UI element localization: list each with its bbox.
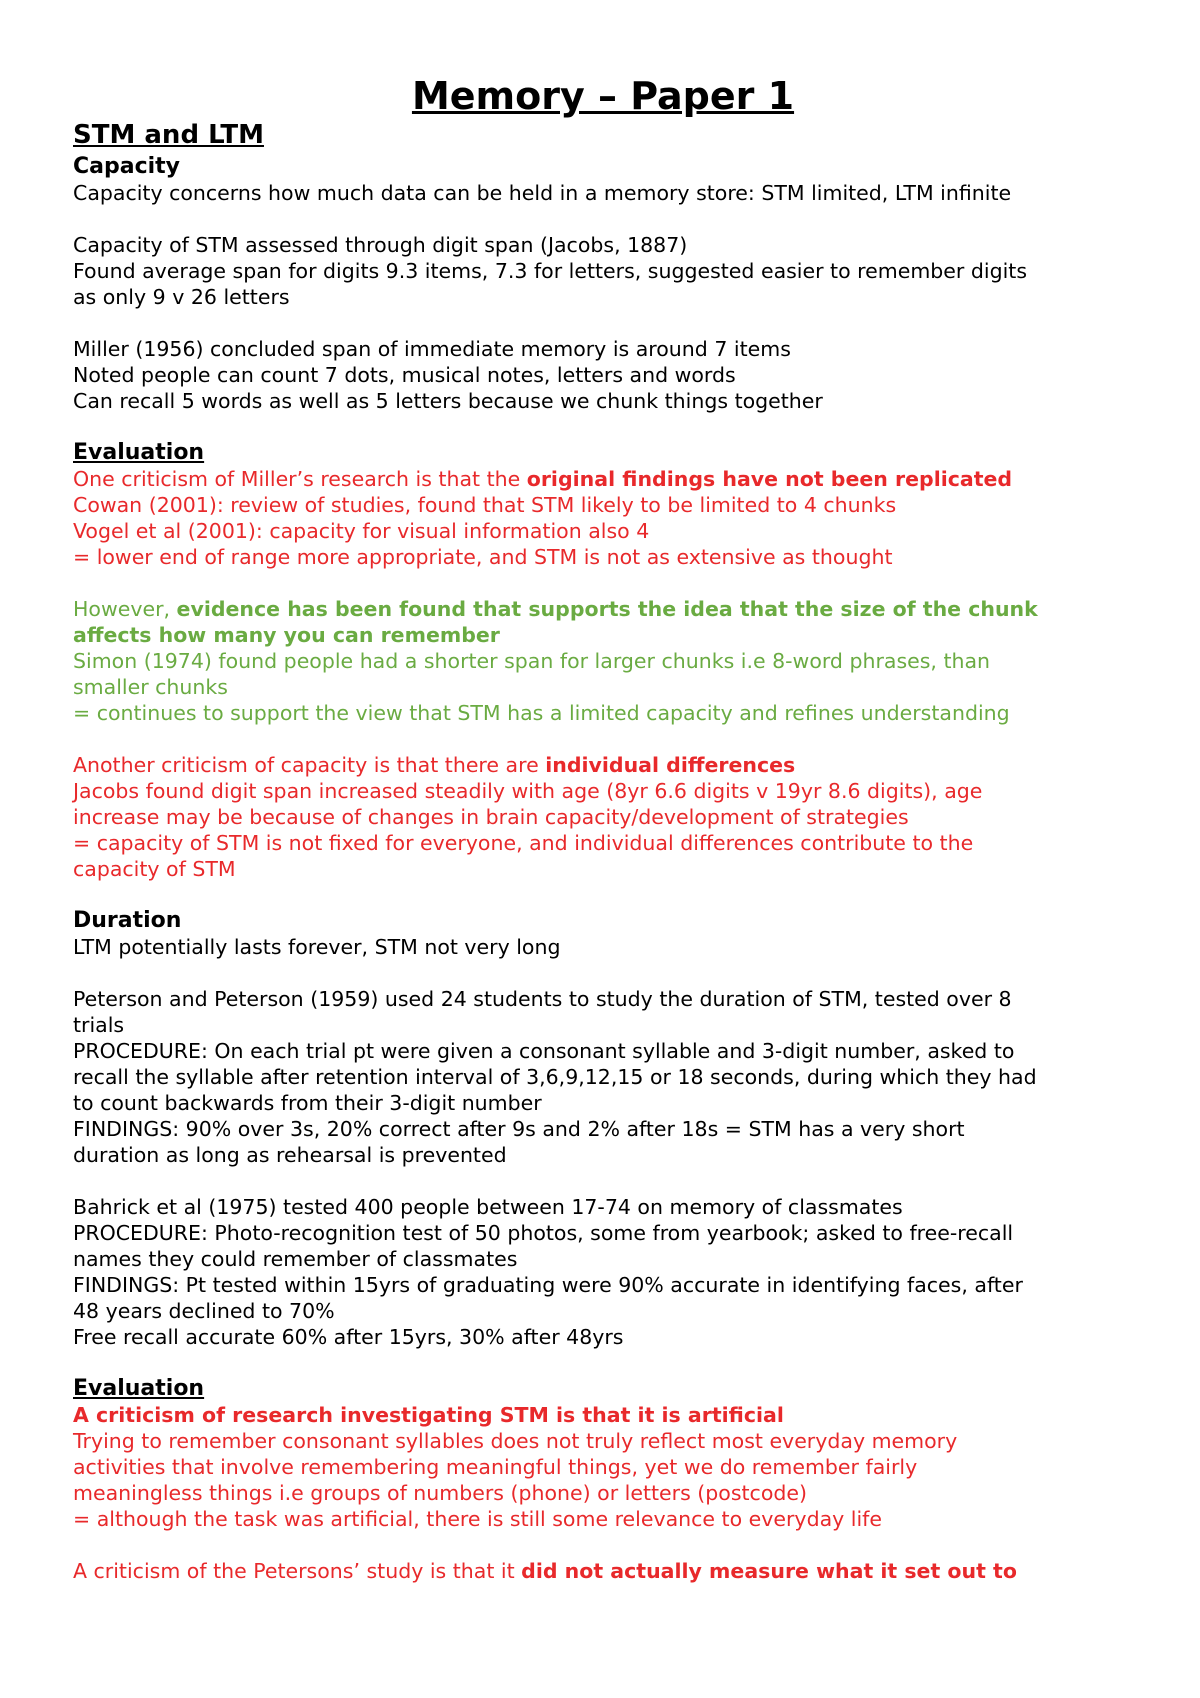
- text-line: [73, 596, 1133, 622]
- paragraph-green: [73, 596, 1133, 726]
- text-line: LTM potentially lasts forever, STM not very long: [73, 935, 561, 959]
- subheading-capacity: Capacity: [73, 154, 181, 179]
- text-span: However,: [73, 597, 177, 621]
- text-line: Found average span for digits 9.3 items, 7.3 for letters, suggested easier to remember digits: [73, 259, 1028, 283]
- text-line: Jacobs found digit span increased steadily with age (8yr 6.6 digits v 19yr 8.6 digits), age: [73, 779, 983, 803]
- text-line: Capacity of STM assessed through digit span (Jacobs, 1887): [73, 233, 688, 257]
- evaluation-heading: Evaluation: [73, 440, 205, 465]
- text-line: increase may be because of changes in brain capacity/development of strategies: [73, 805, 909, 829]
- text-line: Bahrick et al (1975) tested 400 people between 17-74 on memory of classmates: [73, 1195, 903, 1219]
- paragraph: [73, 336, 1133, 414]
- text-line: [73, 752, 1133, 778]
- duration-block: [73, 908, 1133, 960]
- text-span: One criticism of Miller’s research is that the: [73, 467, 527, 491]
- text-line: [73, 622, 1133, 648]
- text-line: FINDINGS: Pt tested within 15yrs of graduating were 90% accurate in identifying faces, after: [73, 1273, 1023, 1297]
- bold-span: A criticism of research investigating STM is that it is artificial: [73, 1403, 784, 1427]
- bold-span: original findings have not been replicated: [526, 467, 1013, 491]
- text-line: Capacity concerns how much data can be held in a memory store: STM limited, LTM infinite: [73, 181, 1012, 205]
- text-line: 48 years declined to 70%: [73, 1299, 335, 1323]
- capacity-block: [73, 154, 1133, 206]
- text-line: [73, 466, 1133, 492]
- text-line: [73, 1402, 1133, 1428]
- text-line: [73, 1558, 1133, 1584]
- text-line: smaller chunks: [73, 675, 228, 699]
- text-span: Another criticism of capacity is that there are: [73, 753, 546, 777]
- subheading-duration: Duration: [73, 908, 182, 933]
- text-line: meaningless things i.e groups of numbers (phone) or letters (postcode): [73, 1481, 807, 1505]
- text-line: Trying to remember consonant syllables does not truly reflect most everyday memory: [73, 1429, 958, 1453]
- text-line: Noted people can count 7 dots, musical notes, letters and words: [73, 363, 736, 387]
- text-line: Simon (1974) found people had a shorter span for larger chunks i.e 8-word phrases, than: [73, 649, 991, 673]
- evaluation-block: [73, 440, 1133, 570]
- text-line: = continues to support the view that STM has a limited capacity and refines understanding: [73, 701, 1010, 725]
- text-line: duration as long as rehearsal is prevented: [73, 1143, 507, 1167]
- text-line: Can recall 5 words as well as 5 letters because we chunk things together: [73, 389, 823, 413]
- text-line: FINDINGS: 90% over 3s, 20% correct after 9s and 2% after 18s = STM has a very short: [73, 1117, 965, 1141]
- bold-span: affects how many you can remember: [73, 623, 500, 647]
- text-line: Vogel et al (2001): capacity for visual information also 4: [73, 519, 650, 543]
- text-line: activities that involve remembering meaningful things, yet we do remember fairly: [73, 1455, 918, 1479]
- text-line: names they could remember of classmates: [73, 1247, 518, 1271]
- section-stm-ltm: [73, 120, 1133, 150]
- bold-span: evidence has been found that supports the idea that the size of the chunk: [176, 597, 1038, 621]
- text-line: PROCEDURE: Photo-recognition test of 50 photos, some from yearbook; asked to free-recall: [73, 1221, 1014, 1245]
- text-line: trials: [73, 1013, 125, 1037]
- section-heading: STM and LTM: [73, 120, 264, 150]
- text-line: PROCEDURE: On each trial pt were given a consonant syllable and 3-digit number, asked to: [73, 1039, 1015, 1063]
- text-line: Free recall accurate 60% after 15yrs, 30% after 48yrs: [73, 1325, 624, 1349]
- paragraph-red: [73, 752, 1133, 882]
- paragraph: [73, 1194, 1133, 1350]
- paragraph: [73, 986, 1133, 1168]
- text-span: A criticism of the Petersons’ study is that it: [73, 1559, 522, 1583]
- evaluation-block: [73, 1376, 1133, 1532]
- text-line: recall the syllable after retention interval of 3,6,9,12,15 or 18 seconds, during which they had: [73, 1065, 1037, 1089]
- text-line: = capacity of STM is not fixed for everyone, and individual differences contribute to the: [73, 831, 974, 855]
- paragraph-red: [73, 1558, 1133, 1584]
- bold-span: did not actually measure what it set out to: [521, 1559, 1017, 1583]
- bold-span: individual differences: [545, 753, 796, 777]
- text-line: = although the task was artificial, there is still some relevance to everyday life: [73, 1507, 883, 1531]
- page-title: Memory – Paper 1: [411, 74, 795, 118]
- text-line: as only 9 v 26 letters: [73, 285, 290, 309]
- text-line: Miller (1956) concluded span of immediate memory is around 7 items: [73, 337, 791, 361]
- text-line: capacity of STM: [73, 857, 236, 881]
- text-line: Peterson and Peterson (1959) used 24 students to study the duration of STM, tested over 8: [73, 987, 1012, 1011]
- text-line: Cowan (2001): review of studies, found that STM likely to be limited to 4 chunks: [73, 493, 897, 517]
- text-line: to count backwards from their 3-digit number: [73, 1091, 542, 1115]
- paragraph: [73, 232, 1133, 310]
- text-line: = lower end of range more appropriate, and STM is not as extensive as thought: [73, 545, 893, 569]
- evaluation-heading: Evaluation: [73, 1376, 205, 1401]
